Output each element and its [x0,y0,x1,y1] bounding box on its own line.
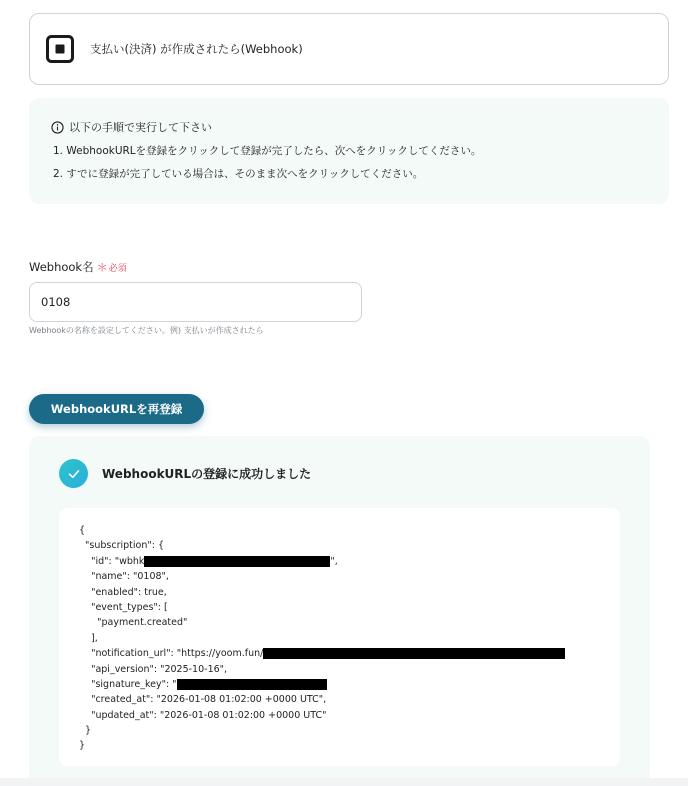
square-logo-icon [46,35,74,63]
required-text: 必須 [108,264,127,274]
json-line: } [79,725,92,737]
json-line-url [79,646,620,661]
redacted-block [144,556,330,567]
required-asterisk: ＊ [96,261,108,274]
json-line-text: "notification_url": "https://yoom.fun/ [79,648,264,660]
json-line: } [79,740,86,752]
webhook-name-input[interactable] [29,282,362,322]
json-line-suffix: ", [330,555,338,567]
json-line-text: "signature_key": " [79,678,177,690]
json-line: "updated_at": "2026-01-08 01:02:00 +0000 UTC" [79,709,327,721]
webhook-name-help: Webhookの名称を設定してください。例) 支払いが作成されたら [29,326,264,335]
redacted-block [263,648,565,659]
json-line: "payment.created" [79,617,188,629]
reregister-webhook-button[interactable]: WebhookURLを再登録 [29,394,204,424]
webhook-response-json[interactable] [59,508,620,766]
instructions-steps [51,140,669,186]
trigger-card [29,13,669,85]
checkmark-icon [67,467,81,481]
json-line: "created_at": "2026-01-08 01:02:00 +0000 UTC", [79,694,327,706]
redacted-block [177,679,327,690]
trigger-title: 支払い(決済) が作成されたら(Webhook) [90,42,303,56]
json-line: { [79,525,86,536]
json-line: ], [79,632,98,644]
webhook-name-label [29,259,127,275]
check-circle-icon [59,459,88,488]
json-line: "event_types": [ [79,601,168,613]
webhook-name-label-text: Webhook名 [29,260,94,274]
instructions-box [29,98,669,204]
bottom-bar [0,778,688,786]
info-icon [51,121,64,134]
json-line-id [79,554,620,569]
json-line: "name": "0108", [79,571,169,583]
success-header [59,459,311,488]
instruction-step: 1. WebhookURLを登録をクリックして登録が完了したら、次へをクリックしてください。 [53,145,482,157]
json-line-text: "id": "wbhk [79,555,145,567]
instruction-step: 2. すでに登録が完了している場合は、そのまま次へをクリックしてください。 [53,168,424,180]
instructions-heading-text: 以下の手順で実行して下さい [69,121,212,134]
json-line: "api_version": "2025-10-16", [79,663,228,675]
json-line-key [79,677,620,692]
json-line: "enabled": true, [79,586,167,598]
json-line: "subscription": { [79,540,164,552]
instructions-heading [51,119,669,135]
success-panel [29,436,650,786]
success-title: WebhookURLの登録に成功しました [102,467,312,481]
